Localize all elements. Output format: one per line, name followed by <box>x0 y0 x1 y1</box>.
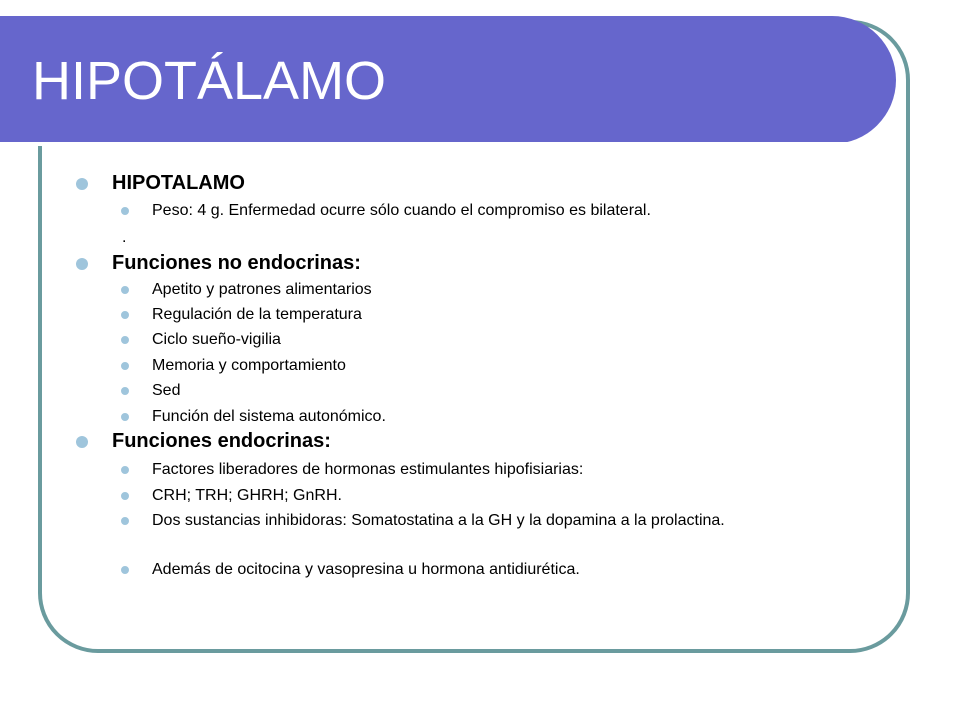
list-item: Dos sustancias inhibidoras: Somatostatina a la GH y la dopamina a la prolactina. <box>152 512 725 529</box>
sub-bullet-icon <box>121 311 129 319</box>
bullet-icon <box>76 436 88 448</box>
sub-bullet-icon <box>121 286 129 294</box>
section-heading-endocrinas: Funciones endocrinas: <box>112 430 331 452</box>
list-item: Sed <box>152 382 181 399</box>
section-heading-no-endocrinas: Funciones no endocrinas: <box>112 252 361 274</box>
slide-title: HIPOTÁLAMO <box>32 51 387 111</box>
sub-bullet-icon <box>121 387 129 395</box>
list-item: Memoria y comportamiento <box>152 357 346 374</box>
sub-bullet-icon <box>121 566 129 574</box>
section-heading-hipotalamo: HIPOTALAMO <box>112 172 245 194</box>
list-item: Además de ocitocina y vasopresina u hormona antidiurética. <box>152 561 580 578</box>
sub-bullet-icon <box>121 362 129 370</box>
sub-bullet-icon <box>121 336 129 344</box>
sub-bullet-icon <box>121 492 129 500</box>
sub-bullet-icon <box>121 413 129 421</box>
list-item: . <box>122 229 127 246</box>
list-item: CRH; TRH; GHRH; GnRH. <box>152 487 342 504</box>
list-item: Peso: 4 g. Enfermedad ocurre sólo cuando el compromiso es bilateral. <box>152 202 651 219</box>
list-item: Regulación de la temperatura <box>152 306 362 323</box>
sub-bullet-icon <box>121 466 129 474</box>
list-item: Apetito y patrones alimentarios <box>152 281 372 298</box>
sub-bullet-icon <box>121 517 129 525</box>
list-item: Factores liberadores de hormonas estimulantes hipofisiarias: <box>152 461 584 478</box>
list-item: Ciclo sueño-vigilia <box>152 331 281 348</box>
list-item: Función del sistema autonómico. <box>152 408 386 425</box>
bullet-icon <box>76 258 88 270</box>
sub-bullet-icon <box>121 207 129 215</box>
bullet-icon <box>76 178 88 190</box>
